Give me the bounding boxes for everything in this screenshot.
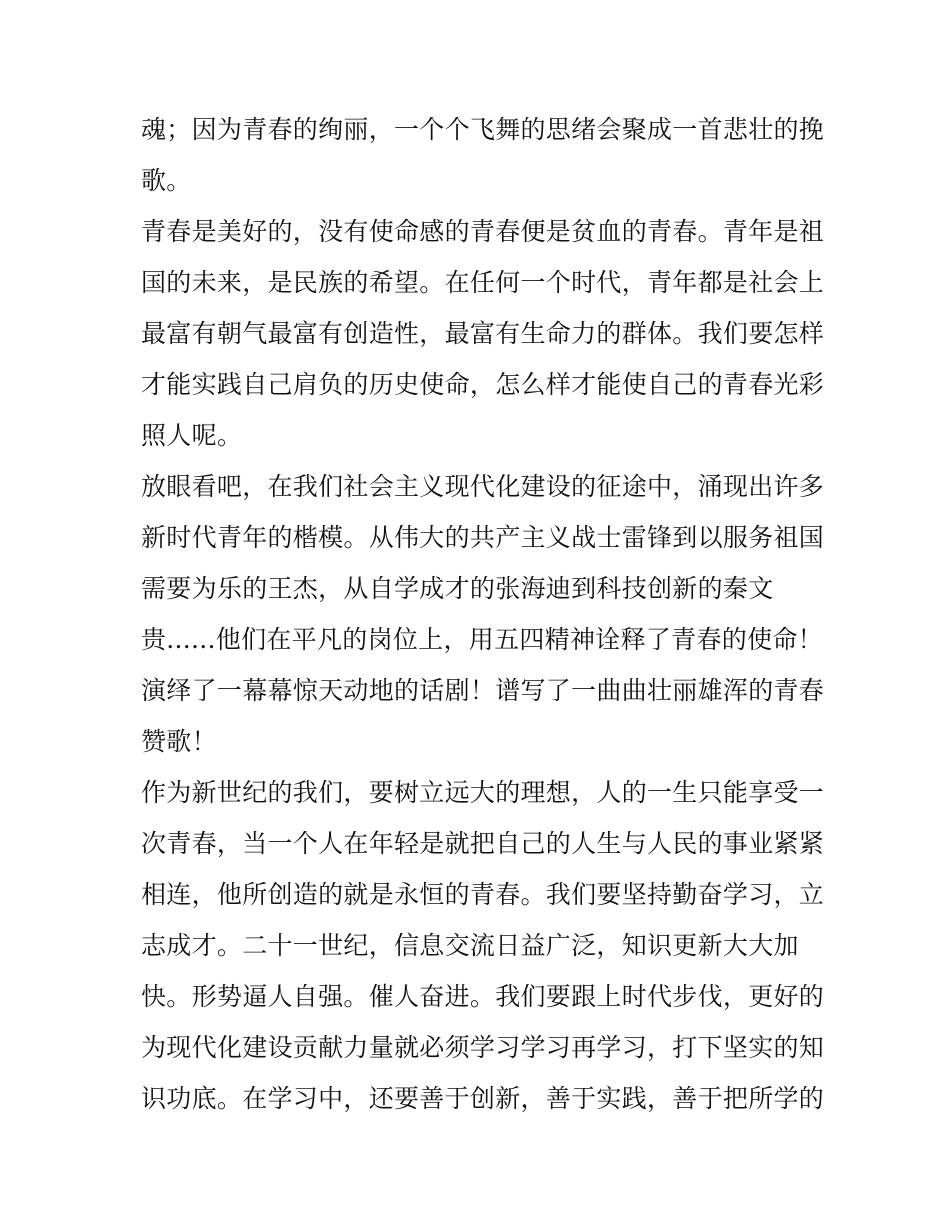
text-line-17: 志成才。二十一世纪，信息交流日益广泛，知识更新大大加	[141, 931, 799, 960]
text-line-3: 青春是美好的，没有使命感的青春便是贫血的青春。青年是祖	[141, 217, 825, 246]
document-body	[141, 104, 825, 1124]
text-line-13: 赞歌！	[141, 727, 217, 756]
text-line-9: 新时代青年的楷模。从伟大的共产主义战士雷锋到以服务祖国	[141, 523, 825, 552]
text-line-15: 次青春，当一个人在年轻是就把自己的人生与人民的事业紧紧	[141, 829, 825, 858]
text-line-20: 识功底。在学习中，还要善于创新，善于实践，善于把所学的	[141, 1084, 825, 1113]
text-line-19: 为现代化建设贡献力量就必须学习学习再学习，打下坚实的知	[141, 1033, 825, 1062]
text-line-16: 相连，他所创造的就是永恒的青春。我们要坚持勤奋学习，立	[141, 880, 825, 909]
text-line-1: 魂；因为青春的绚丽，一个个飞舞的思绪会聚成一首悲壮的挽	[141, 115, 825, 144]
text-line-10: 需要为乐的王杰，从自学成才的张海迪到科技创新的秦文	[141, 574, 774, 603]
text-line-11: 贵......他们在平凡的岗位上，用五四精神诠释了青春的使命！	[141, 625, 823, 654]
text-line-7: 照人呢。	[141, 421, 243, 450]
text-line-14: 作为新世纪的我们，要树立远大的理想，人的一生只能享受一	[141, 778, 825, 807]
text-line-12: 演绎了一幕幕惊天动地的话剧！谱写了一曲曲壮丽雄浑的青春	[141, 676, 825, 705]
text-line-8: 放眼看吧，在我们社会主义现代化建设的征途中，涌现出许多	[141, 472, 825, 501]
text-line-2: 歌。	[141, 166, 192, 195]
text-line-18: 快。形势逼人自强。催人奋进。我们要跟上时代步伐，更好的	[141, 982, 825, 1011]
text-line-4: 国的未来，是民族的希望。在任何一个时代，青年都是社会上	[141, 268, 825, 297]
text-line-6: 才能实践自己肩负的历史使命，怎么样才能使自己的青春光彩	[141, 370, 825, 399]
text-line-5: 最富有朝气最富有创造性，最富有生命力的群体。我们要怎样	[141, 319, 825, 348]
